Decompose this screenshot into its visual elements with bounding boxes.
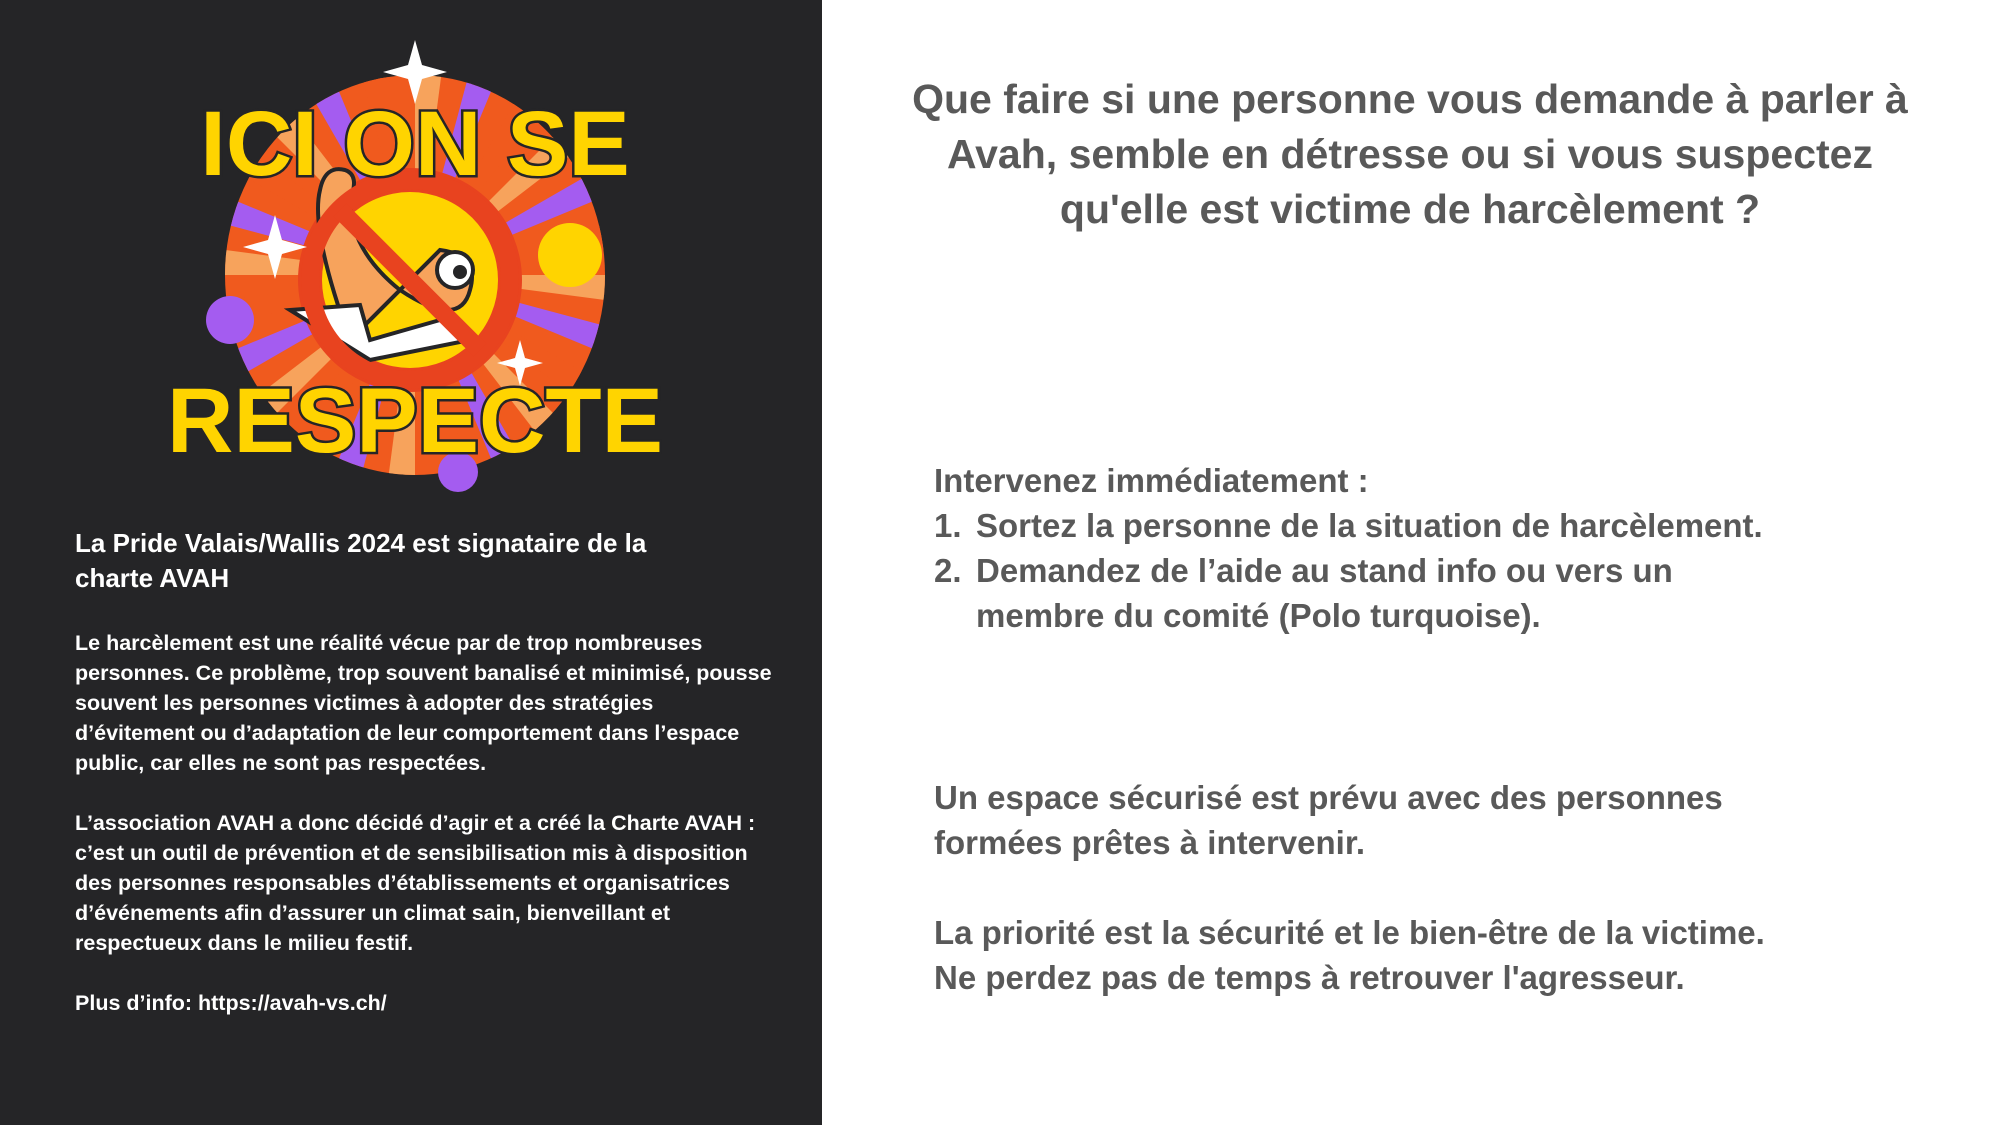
safe-space-text: Un espace sécurisé est prévu avec des personnes formées prêtes à intervenir. [934, 779, 1723, 861]
charter-paragraph-1: Le harcèlement est une réalité vécue par de trop nombreuses personnes. Ce problème, trop souvent banalisé et minimisé, pousse souvent les personnes victimes à adopter des stratégies d’évitement ou d’adaptation de leur comportement dans l’espace public, car elles ne sont pas respectées. [75, 631, 772, 775]
step-item [934, 548, 1764, 638]
priority-line-2: Ne perdez pas de temps à retrouver l'agresseur. [934, 959, 1685, 996]
step-number: 2. [934, 552, 962, 589]
step-number: 1. [934, 507, 962, 544]
charter-heading: La Pride Valais/Wallis 2024 est signataire de la charte AVAH [75, 528, 647, 593]
charter-paragraph-2: L’association AVAH a donc décidé d’agir et a créé la Charte AVAH : c’est un outil de prévention et de sensibilisation mis à disposition des personnes responsables d’établissements et organisatrices d’événements afin d’assurer un climat sain, bienveillant et respectueux dans le milieu festif. [75, 811, 756, 955]
step-text: Sortez la personne de la situation de harcèlement. [976, 507, 1763, 544]
logo-line2: RESPECTE [167, 370, 663, 472]
priority-line-1: La priorité est la sécurité et le bien-être de la victime. [934, 914, 1765, 951]
info-link[interactable]: Plus d’info: https://avah-vs.ch/ [75, 991, 387, 1015]
step-text: Demandez de l’aide au stand info ou vers un membre du comité (Polo turquoise). [976, 552, 1673, 634]
charter-body [75, 628, 775, 1048]
step-item [934, 503, 1954, 548]
logo-line1: ICI ON SE [200, 93, 630, 195]
page-title: Que faire si une personne vous demande à parler à Avah, semble en détresse ou si vous suspectez qu'elle est victime de harcèlement ? [912, 76, 1908, 232]
intervene-heading: Intervenez immédiatement : [934, 462, 1369, 499]
safe-space-note [934, 775, 1834, 865]
priority-note [934, 910, 1954, 1000]
intervention-section [934, 458, 1954, 638]
left-panel [0, 0, 822, 1125]
no-harassment-badge-icon [167, 40, 663, 500]
steps-list [934, 503, 1954, 638]
